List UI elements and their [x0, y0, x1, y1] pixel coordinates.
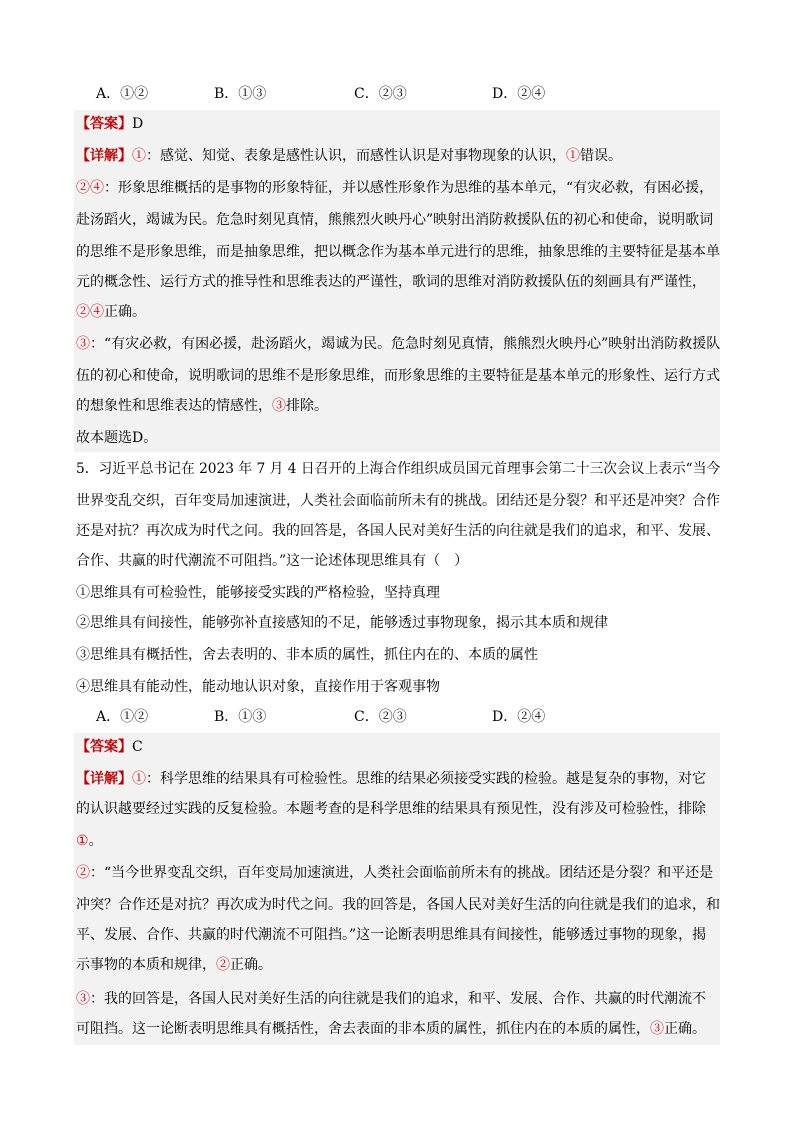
point-mark: ③ — [272, 398, 286, 414]
answer-label: 【答案】 — [76, 739, 132, 755]
q5-choice-3: ③思维具有概括性，舍去表明的、非本质的属性，抓住内在的、本质的属性 — [76, 647, 538, 663]
point-mark: ① — [566, 148, 580, 164]
q5-answer — [76, 737, 143, 757]
q5-detail-1-end — [76, 831, 103, 851]
point-mark: ① — [76, 833, 89, 849]
detail-text: 。 — [88, 833, 103, 849]
q4-detail-3-line: 伍的初心和使命，说明歌词的思维不是形象思维，而形象思维的主要特征是基本单元的形象性、运行方式 — [76, 368, 720, 384]
answer-value: C — [132, 739, 143, 755]
detail-text: ：“当今世界变乱交织，百年变局加速演进，人类社会面临前所未有的挑战。团结还是分裂？和平还是 — [90, 865, 714, 881]
detail-label: 【详解】 — [76, 148, 132, 164]
answer-label: 【答案】 — [76, 116, 132, 132]
q5-detail-2-line: 冲突？合作还是对抗？再次成为时代之问。我的回答是，各国人民对美好生活的向往就是我们的追求，和 — [76, 897, 720, 913]
detail-text: ：感觉、知觉、表象是感性认识，而感性认识是对事物现象的认识， — [146, 148, 566, 164]
q5-detail-1 — [76, 769, 706, 789]
q5-choice-2: ②思维具有间接性，能够弥补直接感知的不足，能够透过事物现象，揭示其本质和规律 — [76, 615, 608, 631]
q5-detail-2-end — [76, 955, 272, 975]
q5-stem-line: 还是对抗？再次成为时代之问。我的回答是，各国人民对美好生活的向往就是我们的追求，和平、发展、 — [76, 523, 720, 539]
detail-text: 正确。 — [104, 304, 146, 320]
q5-detail-3-end — [76, 1019, 706, 1039]
detail-text: ：“有灾必救，有困必援，赴汤蹈火，竭诚为民。危急时刻见真情，熊熊烈火映丹心”映射出消防救援队 — [90, 336, 721, 352]
q5-option-c: C．②③ — [354, 709, 407, 725]
q4-detail-2 — [76, 178, 713, 198]
detail-text: 示事物的本质和规律， — [76, 957, 216, 973]
q4-detail-1 — [76, 146, 622, 166]
q5-detail-2 — [76, 863, 713, 883]
q5-choice-1: ①思维具有可检验性，能够接受实践的严格检验，坚持真理 — [76, 585, 440, 601]
point-mark: ②④ — [76, 180, 104, 196]
point-mark: ③ — [76, 336, 90, 352]
q4-detail-2-line: 赴汤蹈火，竭诚为民。危急时刻见真情，熊熊烈火映丹心”映射出消防救援队伍的初心和使命，说明歌词 — [76, 212, 714, 228]
answer-value: D — [132, 116, 144, 132]
q5-stem-line: 世界变乱交织，百年变局加速演进，人类社会面临前所未有的挑战。团结还是分裂？和平还是冲突？合作 — [76, 493, 720, 509]
point-mark: ③ — [76, 991, 90, 1007]
q4-detail-3 — [76, 334, 720, 354]
detail-text: 排除。 — [286, 398, 328, 414]
q4-option-d: D．②④ — [492, 86, 546, 102]
q4-option-c: C．②③ — [354, 86, 407, 102]
point-mark: ② — [76, 865, 90, 881]
detail-text: ：形象思维概括的是事物的形象特征，并以感性形象作为思维的基本单元，“有灾必救，有困必援， — [104, 180, 714, 196]
detail-text: ：我的回答是，各国人民对美好生活的向往就是我们的追求，和平、发展、合作、共赢的时代潮流不 — [90, 991, 706, 1007]
detail-text: 的想象性和思维表达的情感性， — [76, 398, 272, 414]
q4-option-a: A．①② — [96, 86, 149, 102]
q5-choice-4: ④思维具有能动性，能动地认识对象，直接作用于客观事物 — [76, 679, 440, 695]
q5-stem-line: 合作、共赢的时代潮流不可阻挡。”这一论述体现思维具有（ ） — [76, 553, 469, 569]
detail-text: 正确。 — [664, 1021, 706, 1037]
detail-text: 可阻挡。这一论断表明思维具有概括性，舍去表面的非本质的属性，抓住内在的本质的属性， — [76, 1021, 650, 1037]
q4-detail-2-line: 的思维不是形象思维，而是抽象思维，把以概念作为基本单元进行的思维，抽象思维的主要特征是基本单 — [76, 244, 720, 260]
q5-option-a: A．①② — [96, 709, 149, 725]
point-mark: ②④ — [76, 304, 104, 320]
q4-option-b: B．①③ — [214, 86, 267, 102]
q5-stem-line: 5．习近平总书记在 2023 年 7 月 4 日召开的上海合作组织成员国元首理事会第二十三次会议上表示“当今 — [76, 461, 721, 477]
point-mark: ① — [132, 771, 146, 787]
point-mark: ③ — [650, 1021, 664, 1037]
point-mark: ② — [216, 957, 230, 973]
q5-detail-3 — [76, 989, 706, 1009]
q5-option-b: B．①③ — [214, 709, 267, 725]
q5-detail-1-line: 的认识越要经过实践的反复检验。本题考查的是科学思维的结果具有预见性，没有涉及可检验性，排除 — [76, 801, 706, 817]
q5-option-d: D．②④ — [492, 709, 546, 725]
q4-answer — [76, 114, 143, 134]
detail-label: 【详解】 — [76, 771, 132, 787]
detail-text: ：科学思维的结果具有可检验性。思维的结果必须接受实践的检验。越是复杂的事物，对它 — [146, 771, 706, 787]
q4-detail-3-end — [76, 396, 328, 416]
point-mark: ① — [132, 148, 146, 164]
q4-conclusion: 故本题选D。 — [76, 430, 158, 446]
q4-detail-2-line: 元的概念性、运行方式的推导性和思维表达的严谨性，歌词的思维对消防救援队伍的刻画具有严谨性， — [76, 274, 706, 290]
q4-detail-2-end — [76, 302, 146, 322]
detail-text: 错误。 — [580, 148, 622, 164]
detail-text: 正确。 — [230, 957, 272, 973]
q5-detail-2-line: 平、发展、合作、共赢的时代潮流不可阻挡。”这一论断表明思维具有间接性，能够透过事物的现象，揭 — [76, 927, 707, 943]
